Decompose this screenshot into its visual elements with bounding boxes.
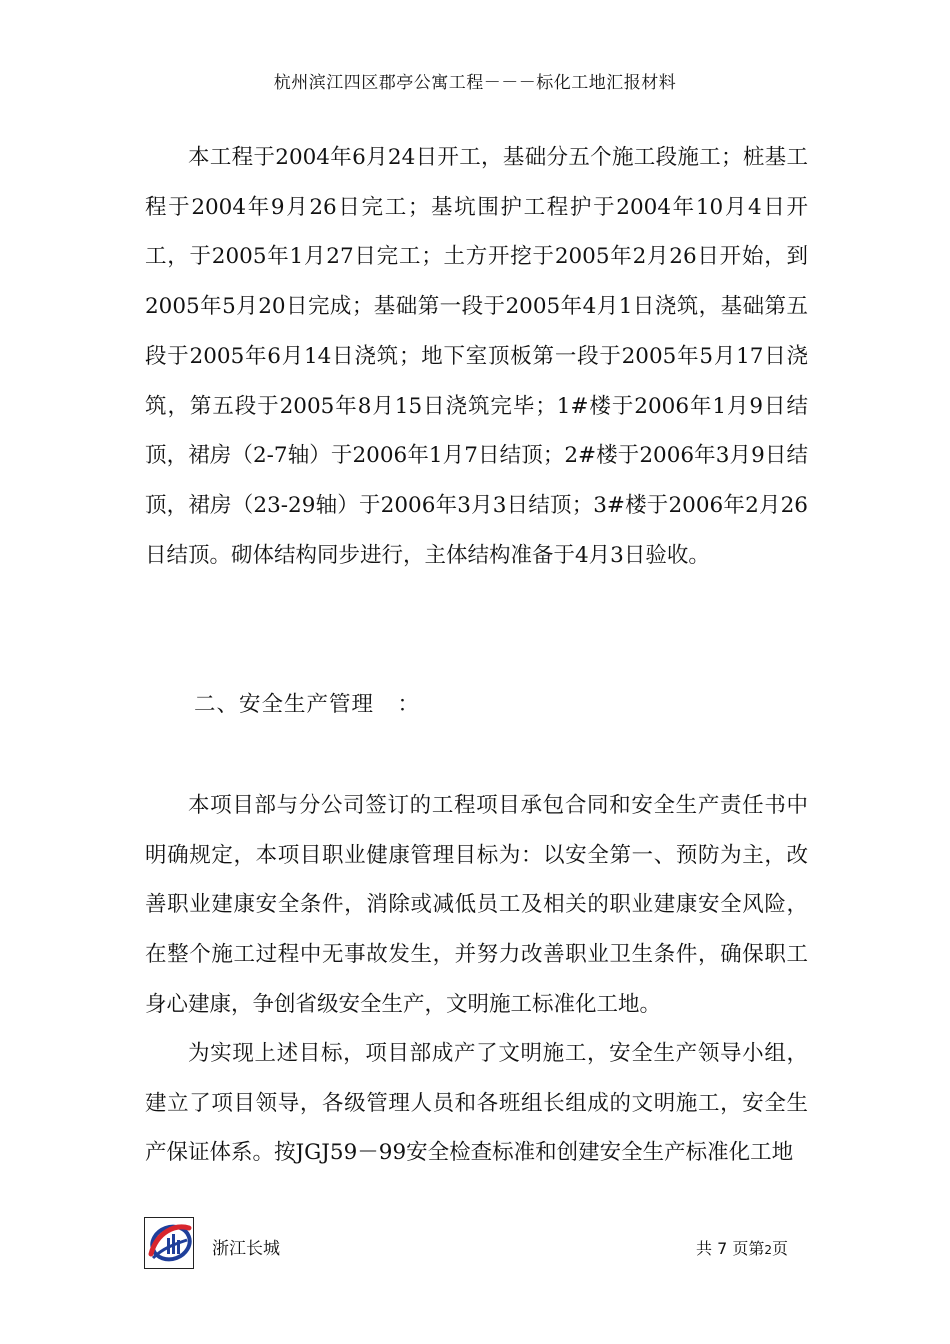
footer-company-name: 浙江长城 (212, 1239, 280, 1259)
company-logo-icon (144, 1217, 194, 1269)
paragraph-safety-goals: 本项目部与分公司签订的工程项目承包合同和安全生产责任书中明确规定，本项目职业健康管理目标为：以安全第一、预防为主，改善职业建康安全条件，消除或减低员工及相关的职业建康安全风险，在整个施工过程中无事故发生，并努力改善职业卫生条件，确保职工身心建康，争创省级安全生产，文明施工标准化工地。 (145, 793, 808, 1017)
footer-page-number (696, 1236, 788, 1259)
section-heading-safety: 二、安全生产管理 ： (194, 692, 421, 717)
company-logo-graphic (145, 1218, 193, 1268)
page-count-label: 共 7 页第 (696, 1239, 765, 1258)
paragraph-safety-system: 为实现上述目标，项目部成产了文明施工，安全生产领导小组，建立了项目领导，各级管理人员和各班组长组成的文明施工，安全生产保证体系。按JGJ59－99安全检查标准和创建安全生产标准化工地 (145, 1041, 808, 1166)
page-suffix-label: 页 (772, 1239, 789, 1258)
paragraph-construction-timeline: 本工程于2004年6月24日开工，基础分五个施工段施工；桩基工程于2004年9月26日完工；基坑围护工程护于2004年10月4日开工，于2005年1月27日完工；土方开挖于2005年2月26日开始，到2005年5月20日完成；基础第一段于2005年4月1日浇筑，基础第五段于2005年6月14日浇筑；地下室顶板第一段于2005年5月17日浇筑，第五段于2005年8月15日浇筑完毕；1#楼于2006年1月9日结顶，裙房（2-7轴）于2006年1月7日结顶；2#楼于2006年3月9日结顶，裙房（23-29轴）于2006年3月3日结顶；3#楼于2006年2月26日结顶。砌体结构同步进行，主体结构准备于4月3日验收。 (145, 145, 808, 568)
page-header: 杭州滨江四区郡亭公寓工程－－－标化工地汇报材料 (273, 73, 677, 93)
header-divider (145, 98, 805, 99)
current-page-number: 2 (764, 1243, 772, 1257)
